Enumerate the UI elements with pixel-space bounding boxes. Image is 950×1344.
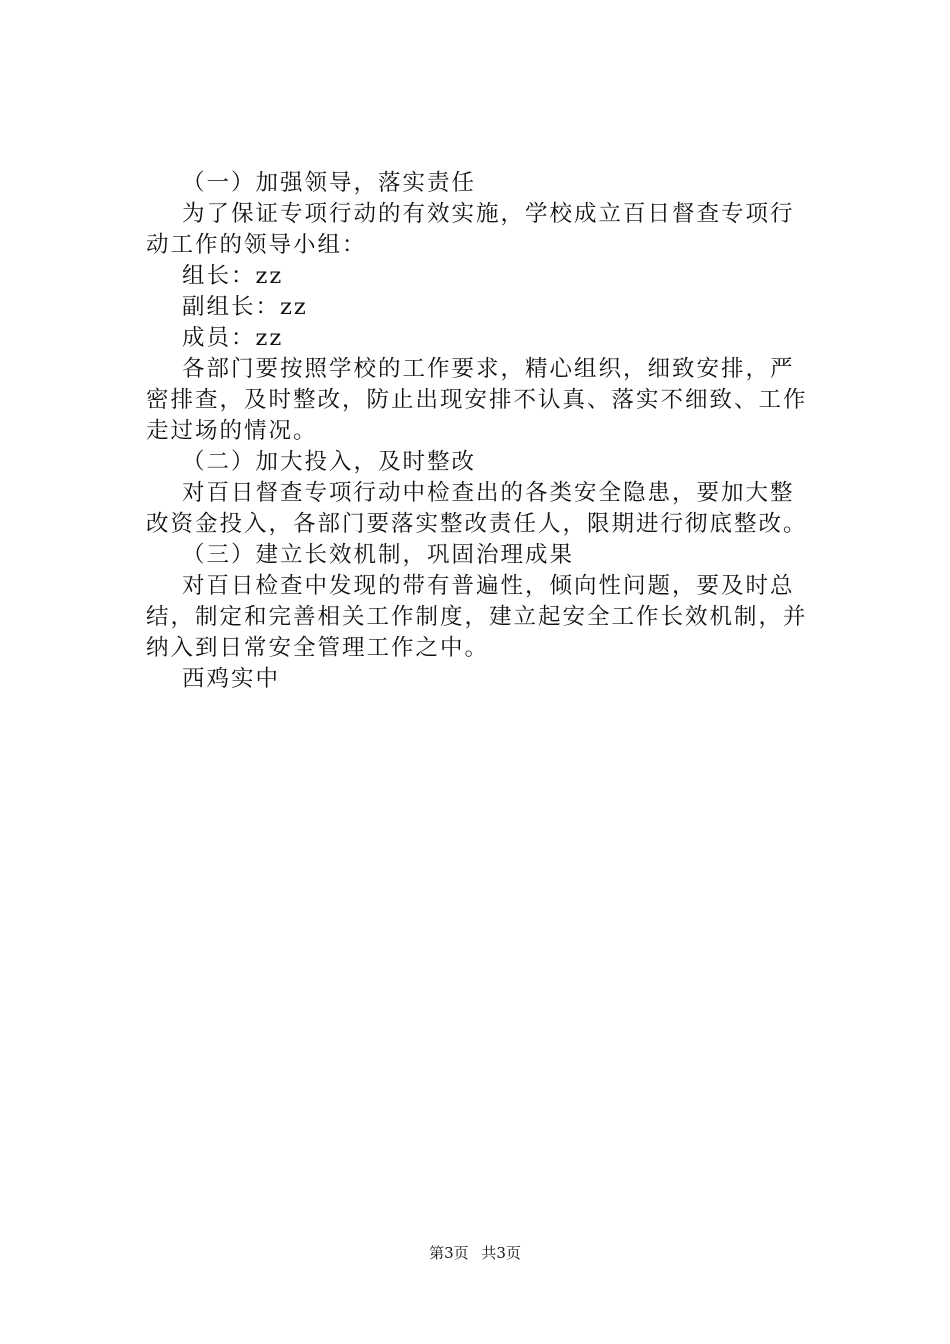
group-leader-line: 组长：zz xyxy=(182,263,284,289)
members-line: 成员：zz xyxy=(182,325,284,351)
paragraph-line: 动工作的领导小组： xyxy=(146,232,367,258)
paragraph-line: 各部门要按照学校的工作要求，精心组织，细致安排，严 xyxy=(182,356,795,382)
section-heading-3: （三）建立长效机制，巩固治理成果 xyxy=(182,542,575,568)
paragraph-line: 纳入到日常安全管理工作之中。 xyxy=(146,635,490,661)
section-heading-2: （二）加大投入，及时整改 xyxy=(182,449,477,475)
paragraph-line: 改资金投入，各部门要落实整改责任人，限期进行彻底整改。 xyxy=(146,511,808,537)
paragraph-line: 走过场的情况。 xyxy=(146,418,318,444)
section-heading-1: （一）加强领导，落实责任 xyxy=(182,170,477,196)
paragraph-line: 结，制定和完善相关工作制度，建立起安全工作长效机制，并 xyxy=(146,604,808,630)
paragraph-line: 密排查，及时整改，防止出现安排不认真、落实不细致、工作 xyxy=(146,387,808,413)
paragraph-line: 为了保证专项行动的有效实施，学校成立百日督查专项行 xyxy=(182,201,795,227)
document-body xyxy=(146,168,836,695)
paragraph-line: 对百日检查中发现的带有普遍性，倾向性问题，要及时总 xyxy=(182,573,795,599)
page-number-current: 第3页 xyxy=(429,1244,469,1262)
deputy-leader-line: 副组长：zz xyxy=(182,294,308,320)
page-footer xyxy=(0,1242,950,1264)
paragraph-line: 对百日督查专项行动中检查出的各类安全隐患，要加大整 xyxy=(182,480,795,506)
signature-line: 西鸡实中 xyxy=(182,666,281,692)
page-number-total: 共3页 xyxy=(481,1244,521,1262)
